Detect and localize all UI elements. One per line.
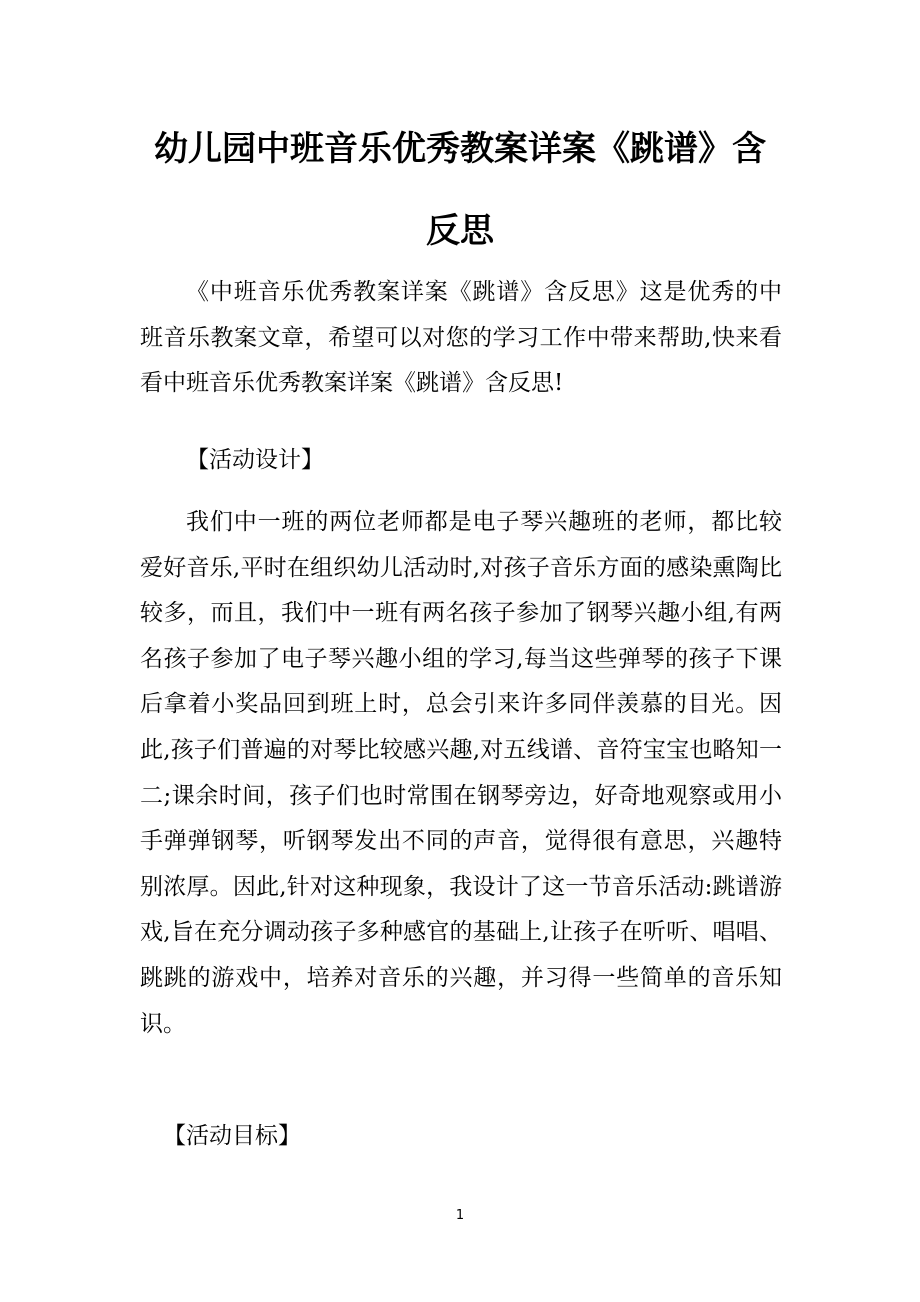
page-number: 1 [455, 1208, 465, 1223]
activity-design-paragraph: 我们中一班的两位老师都是电子琴兴趣班的老师，都比较爱好音乐,平时在组织幼儿活动时,对孩子音乐方面的感染熏陶比较多，而且，我们中一班有两名孩子参加了钢琴兴趣小组,有两名孩子参加了电子琴兴趣小组的学习,每当这些弹琴的孩子下课后拿着小奖品回到班上时，总会引来许多同伴羡慕的目光。因此,孩子们普遍的对琴比较感兴趣,对五线谱、音符宝宝也略知一二;课余时间，孩子们也时常围在钢琴旁边，好奇地观察或用小手弹弹钢琴，听钢琴发出不同的声音，觉得很有意思，兴趣特别浓厚。因此,针对这种现象，我设计了这一节音乐活动:跳谱游戏,旨在充分调动孩子多种感官的基础上,让孩子在听听、唱唱、跳跳的游戏中，培养对音乐的兴趣，并习得一些简单的音乐知识。 [140, 509, 782, 1037]
intro-paragraph: 《中班音乐优秀教案详案《跳谱》含反思》这是优秀的中班音乐教案文章，希望可以对您的学习工作中带来帮助,快来看看中班音乐优秀教案详案《跳谱》含反思! [140, 279, 782, 397]
document-title: 幼儿园中班音乐优秀教案详案《跳谱》含反思 [154, 129, 766, 251]
section-heading-activity-goals: 【活动目标】 [163, 1123, 301, 1149]
section-heading-activity-design: 【活动设计】 [186, 447, 324, 473]
